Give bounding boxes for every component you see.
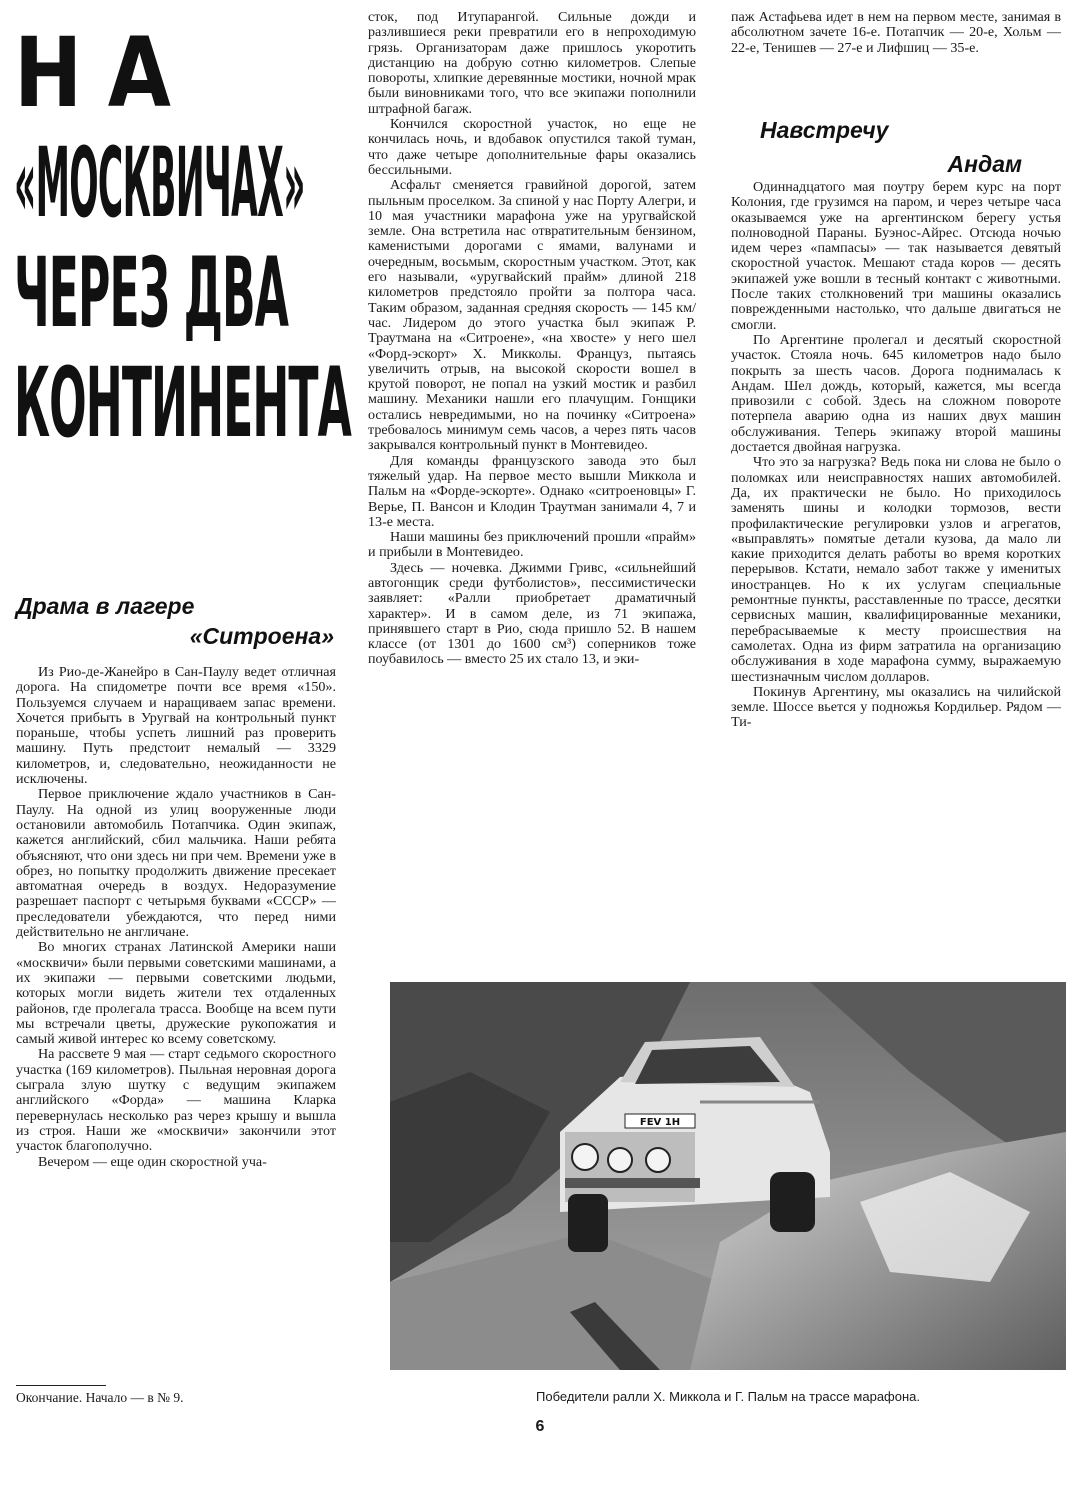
- section1-subhead: [16, 591, 334, 651]
- rear-tire: [770, 1172, 815, 1232]
- front-tire: [568, 1194, 608, 1252]
- headline-line-3: ЧЕРЕЗ ДВА: [14, 237, 289, 349]
- paragraph: Из Рио-де-Жанейро в Сан-Паулу ведет отличная дорога. На спидометре почти все время «150». Пользуемся случаем и наращиваем запас времени. Хочется прибыть в Уругвай на контрольный пункт пораньше, чтобы успеть лишний раз проверить машину. Путь предстоит немалый — 3329 километров, и, следовательно, неожиданности не исключены.: [16, 664, 336, 788]
- footnote-rule: [16, 1385, 106, 1386]
- paragraph: По Аргентине пролегал и десятый скоростной участок. Стояла ночь. 645 километров надо было покрыть за шесть часов. Дорога поднималась к Андам. Шел дождь, который, кажется, мы всегда привозили с собой. Здесь на сложном повороте потерпела аварию одна из наших двух машин обслуживания. Теперь экипажу второй машины достается двойная нагрузка.: [731, 331, 1061, 456]
- paragraph: Первое приключение ждало участников в Сан-Паулу. На одной из улиц вооруженные люди остановили автомобиль Потапчика. Один экипаж, кажется английский, сбил мальчика. Наши ребята объясняют, что они здесь ни при чем. Времени уже в обрез, но попытку продолжить движение пресекает автоматная очередь в воздух. Недоразумение разрешает паспорт с четырьмя буквами «СССР» — преследователи убеждаются, что перед ними действительно не англичане.: [16, 786, 336, 941]
- page-number: 6: [535, 1418, 545, 1435]
- section2-subhead-line1: Навстречу: [760, 117, 889, 143]
- paragraph: Здесь — ночевка. Джимми Гривс, «сильнейший автогонщик среди футболистов», пессимистически заявляет: «Ралли приобретает драматичный характер». И в самом деле, из 71 экипажа, принявшего старт в Рио, сюда пришло 52. В нашем классе (от 1301 до 1600 см³) соперников тоже поубавилось — вместо 25 их стало 13, и эки-: [368, 559, 696, 668]
- headline: [14, 17, 351, 459]
- paragraph: На рассвете 9 мая — старт седьмого скоростного участка (169 километров). Пыльная неровная дорога сыграла злую шутку с ведущим экипажем английского «Форда» — машина Кларка перевернулась несколько раз через крышу и вышла из строя. Наши же «москвичи» закончили этот участок благополучно.: [16, 1046, 336, 1155]
- paragraph: Асфальт сменяется гравийной дорогой, затем пыльным проселком. За спиной у нас Порту Алегри, и 10 мая участники марафона уже на уругвайской земле. Она встретила нас отвратительным бензином, каменистыми дорогами с ямами, валунами и очередным, восьмым, скоростным участком. Этот, как его называли, «уругвайский прайм» длиной 218 километров предстояло пройти за полтора часа. Таким образом, заданная средняя скорость — 145 км/час. Лидером до этого участка был экипаж Р. Траутмана на «Ситроене», «на хвосте» у него шел «Форд-эскорт» Х. Микколы. Француз, пытаясь увеличить отрыв, на высокой скорости вошел в крутой поворот, не попал на узкий мостик и разбил машину. Механики нашли его плачущим. Гонщики остались невредимыми, но на починку «Ситроена» требовалось минимум семь часов, а через пять часов закрывался контрольный пункт в Монтевидео.: [368, 177, 696, 454]
- headlight: [608, 1148, 632, 1172]
- section2-subhead-line2: Андам: [947, 151, 1022, 177]
- paragraph: Наши машины без приключений прошли «прайм» и прибыли в Монтевидео.: [368, 529, 696, 561]
- column-1-text: [16, 665, 336, 1170]
- headline-line-1: НА: [14, 17, 197, 129]
- footnote: Окончание. Начало — в № 9.: [16, 1390, 184, 1405]
- paragraph: Во многих странах Латинской Америки наши «москвичи» были первыми советскими машинами, а их экипажи — первыми советскими людьми, которых могли видеть жители тех отдаленных районов, где пролегала трасса. Вообще на всем пути мы встречали цветы, дружеские рукопожатия и самый живой интерес ко всему советскому.: [16, 939, 336, 1048]
- headline-line-2: «МОСКВИЧАХ»: [14, 127, 305, 239]
- section1-subhead-line1: Драма в лагере: [16, 593, 195, 619]
- column-2-text: [368, 10, 696, 668]
- paragraph: Что это за нагрузка? Ведь пока ни слова не было о поломках или неисправностях наших автомобилей. Да, их практически не было. Но приходилось заменять шины и колодки тормозов, вести профилактические регулировки узлов и агрегатов, «выправлять» помятые детали кузова, да мало ли какие приходится делать работы во время коротких перерывов. Кстати, немало забот также у именитых иностранцев. Но к их услугам специальные ремонтные пункты, расставленные по трассе, десятки сервисных машин, квалифицированные механики, перебрасываемые к месту происшествия на самолетах. Одна из фирм затратила на организацию обслуживания в ходе марафона сумму, выражаемую шестизначным числом долларов.: [731, 454, 1061, 685]
- paragraph: Для команды французского завода это был тяжелый удар. На первое место вышли Миккола и Пальм на «Форде-эскорте». Однако «ситроеновцы» Г. Верье, П. Вансон и Клодин Траутман занимали 4, 7 и 13-е места.: [368, 452, 696, 530]
- paragraph: паж Астафьева идет в нем на первом месте, занимая в абсолютном зачете 16-е. Потапчик — 20-е, Хольм — 22-е, Тенишев — 27-е и Лифшиц — 35-е.: [731, 9, 1061, 56]
- section2-subhead: [760, 115, 1060, 179]
- paragraph: Кончился скоростной участок, но еще не кончилась ночь, и вдобавок опустился такой туман, что даже четыре дополнительные фары оказались бессильными.: [368, 116, 696, 178]
- license-plate: FEV 1H: [639, 1117, 681, 1128]
- section1-subhead-line2: «Ситроена»: [189, 623, 334, 649]
- column-3-text: [731, 180, 1061, 731]
- headlight: [572, 1144, 598, 1170]
- headlight: [646, 1148, 670, 1172]
- column-3-top-text: [731, 10, 1061, 56]
- paragraph: Одиннадцатого мая поутру берем курс на порт Колония, где грузимся на паром, и через четыре часа оказываемся уже на аргентинском берегу устья полноводной Параны. Буэнос-Айрес. Отсюда ночью идем через «пампасы» — так называется девятый скоростной участок. Мешают стада коров — десять экипажей уже вошли в тесный контакт с животными. После таких столкновений три машины оказались поврежденными настолько, что дальше двигаться не смогли.: [731, 179, 1061, 333]
- paragraph: Вечером — еще один скоростной уча-: [38, 1153, 267, 1170]
- photo-caption: Победители ралли Х. Миккола и Г. Пальм на трассе марафона.: [536, 1389, 920, 1404]
- paragraph: Покинув Аргентину, мы оказались на чилийской земле. Шоссе вьется у подножья Кордильер. Рядом — Ти-: [731, 683, 1061, 731]
- headline-line-4: КОНТИНЕНТА: [14, 347, 351, 459]
- paragraph: сток, под Итупарангой. Сильные дожди и разлившиеся реки превратили его в непроходимую грязь. Организаторам даже пришлось укоротить дистанцию на добрую сотню километров. Слепые повороты, хлипкие деревянные мостики, ночной мрак были виновниками того, что все экипажи пополнили штрафной багаж.: [368, 9, 696, 117]
- rally-car-illustration: [390, 982, 1066, 1370]
- rally-car-photo: [390, 982, 1066, 1370]
